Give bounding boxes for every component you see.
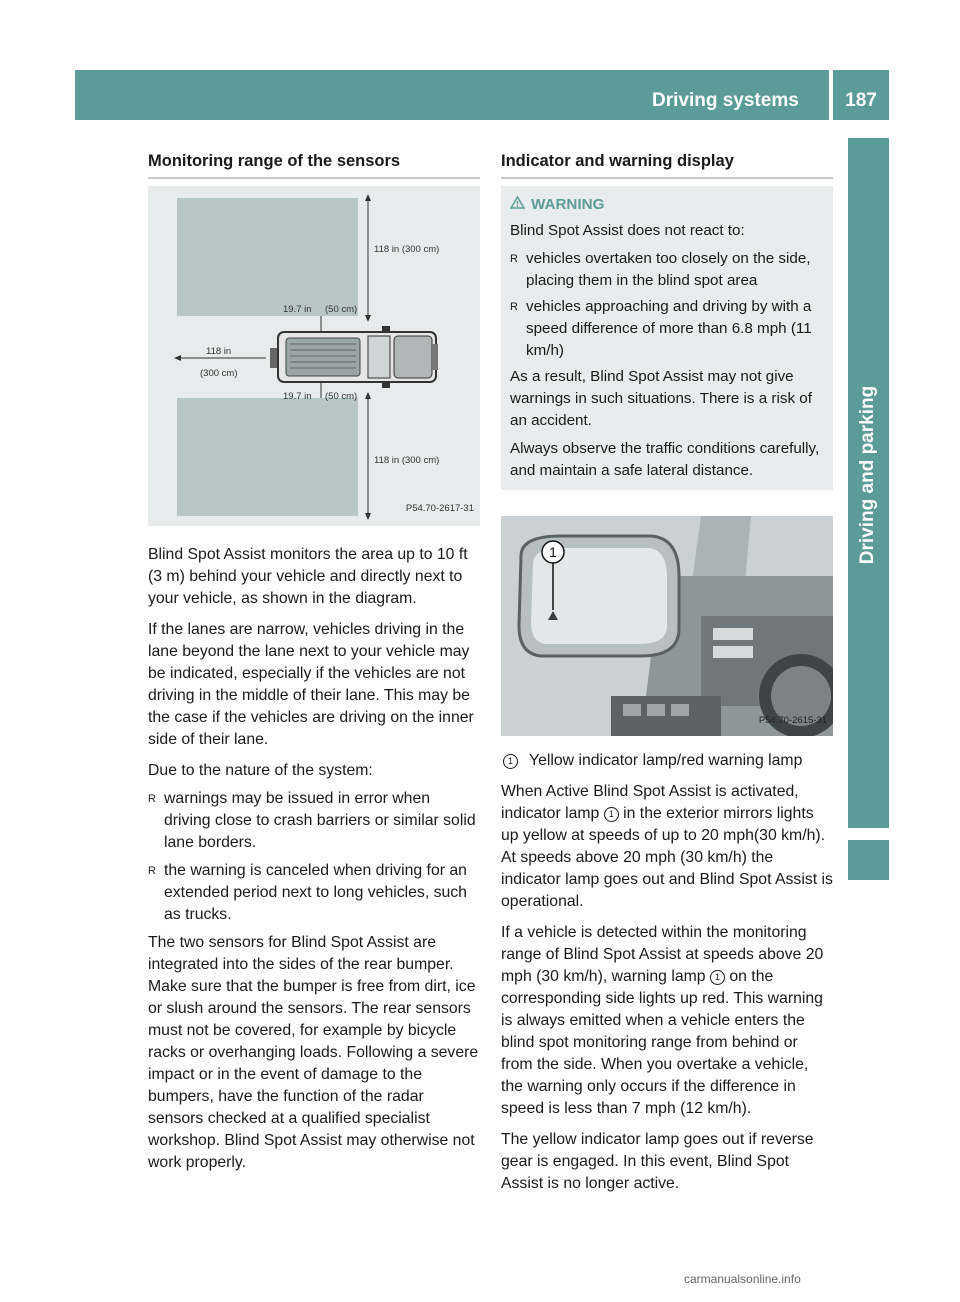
- paragraph: Due to the nature of the system:: [148, 762, 373, 779]
- bullet-icon: R: [148, 793, 156, 805]
- mirror-photo: [501, 516, 833, 736]
- side-range-bottom-in: 19.7 in: [283, 391, 312, 402]
- rear-range-top-label: 118 in (300 cm): [374, 244, 440, 255]
- number-badge: 1: [604, 807, 619, 822]
- warning-triangle-icon: [510, 194, 525, 216]
- list-item: R the warning is canceled when driving for an extended period next to long vehicles, such as trucks.: [148, 862, 467, 923]
- list-item: R vehicles overtaken too closely on the side, placing them in the blind spot area: [510, 250, 811, 289]
- warning-box: [501, 186, 833, 490]
- paragraph: When Active Blind Spot Assist is activated, indicator lamp 1 in the exterior mirrors lights up yellow at speeds of up to 20 mph(30 km/h). At speeds above 20 mph (30 km/h) the indicator lamp goes out and Blind Spot Assist is operational.: [501, 783, 833, 910]
- rear-zone-bottom: [177, 398, 358, 516]
- side-marker: [848, 840, 889, 880]
- warning-list: [510, 248, 823, 362]
- number-badge: 1: [710, 970, 725, 985]
- section-title: Driving systems: [652, 90, 799, 111]
- sensor-range-graphic: [148, 186, 480, 526]
- mirror-illustration: [501, 516, 833, 736]
- footer-watermark: carmanualsonline.info: [684, 1272, 801, 1286]
- bullet-list: [148, 788, 480, 926]
- paragraph: The two sensors for Blind Spot Assist are integrated into the sides of the rear bumper. Make sure that the bumper is free from dirt, ice or slush around the sensors. The rear sensors must not be covered, for example by bicycle racks or overhanging loads. Following a severe impact or in the event of damage to the bumpers, have the function of the radar sensors checked at a qualified specialist workshop. Blind Spot Assist may otherwise not work properly.: [148, 934, 479, 1171]
- rear-range-bottom-label: 118 in (300 cm): [374, 455, 440, 466]
- photo-callout: 1: [549, 544, 557, 560]
- side-range-bottom-cm: (50 cm): [325, 391, 358, 402]
- number-badge: 1: [503, 754, 518, 769]
- bullet-icon: R: [510, 301, 518, 313]
- photo-code: P54.70-2615-31: [758, 715, 827, 726]
- section-heading: Monitoring range of the sensors: [148, 150, 480, 179]
- warning-heading: WARNING: [510, 194, 823, 216]
- paragraph: If a vehicle is detected within the monitoring range of Blind Spot Assist at speeds above 20 mph (30 km/h), warning lamp 1 on the corresponding side lights up red. This warning is always emitted when a vehicle enters the blind spot monitoring range from behind or from the side. When you overtake a vehicle, the warning only occurs if the difference in speed is less than 7 mph (12 km/h).: [501, 924, 824, 1117]
- list-item: R warnings may be issued in error when driving close to crash barriers or similar solid lane borders.: [148, 790, 476, 851]
- sensor-range-diagram: [148, 186, 480, 526]
- diagram-code: P54.70-2617-31: [405, 503, 474, 514]
- section-heading: Indicator and warning display: [501, 150, 833, 179]
- right-column: [501, 150, 833, 1204]
- side-range-top-cm: (50 cm): [325, 304, 358, 315]
- warning-text: As a result, Blind Spot Assist may not give warnings in such situations. There is a risk of an accident.: [510, 368, 812, 429]
- bullet-icon: R: [510, 253, 518, 265]
- side-range-top-in: 19.7 in: [283, 304, 312, 315]
- warning-text: Blind Spot Assist does not react to:: [510, 222, 745, 239]
- legend-item: 1 Yellow indicator lamp/red warning lamp: [501, 750, 833, 772]
- left-column: [148, 150, 480, 1183]
- rear-range-cm: (300 cm): [200, 368, 238, 379]
- rear-range-in: 118 in: [206, 346, 232, 357]
- warning-text: Always observe the traffic conditions carefully, and maintain a safe lateral distance.: [510, 440, 820, 479]
- page-number: 187: [833, 70, 889, 120]
- list-item: R vehicles approaching and driving by with a speed difference of more than 6.8 mph (11 km/h): [510, 298, 812, 359]
- paragraph: Blind Spot Assist monitors the area up to 10 ft (3 m) behind your vehicle and directly next to your vehicle, as shown in the diagram.: [148, 546, 468, 607]
- chapter-label: Driving and parking: [857, 385, 878, 565]
- paragraph: The yellow indicator lamp goes out if reverse gear is engaged. In this event, Blind Spot Assist is no longer active.: [501, 1131, 814, 1192]
- bullet-icon: R: [148, 865, 156, 877]
- paragraph: If the lanes are narrow, vehicles driving in the lane beyond the lane next to your vehicle may be indicated, especially if the vehicles are not driving in the middle of their lane. This may be the case if the vehicles are driving on the inner side of their lane.: [148, 621, 474, 748]
